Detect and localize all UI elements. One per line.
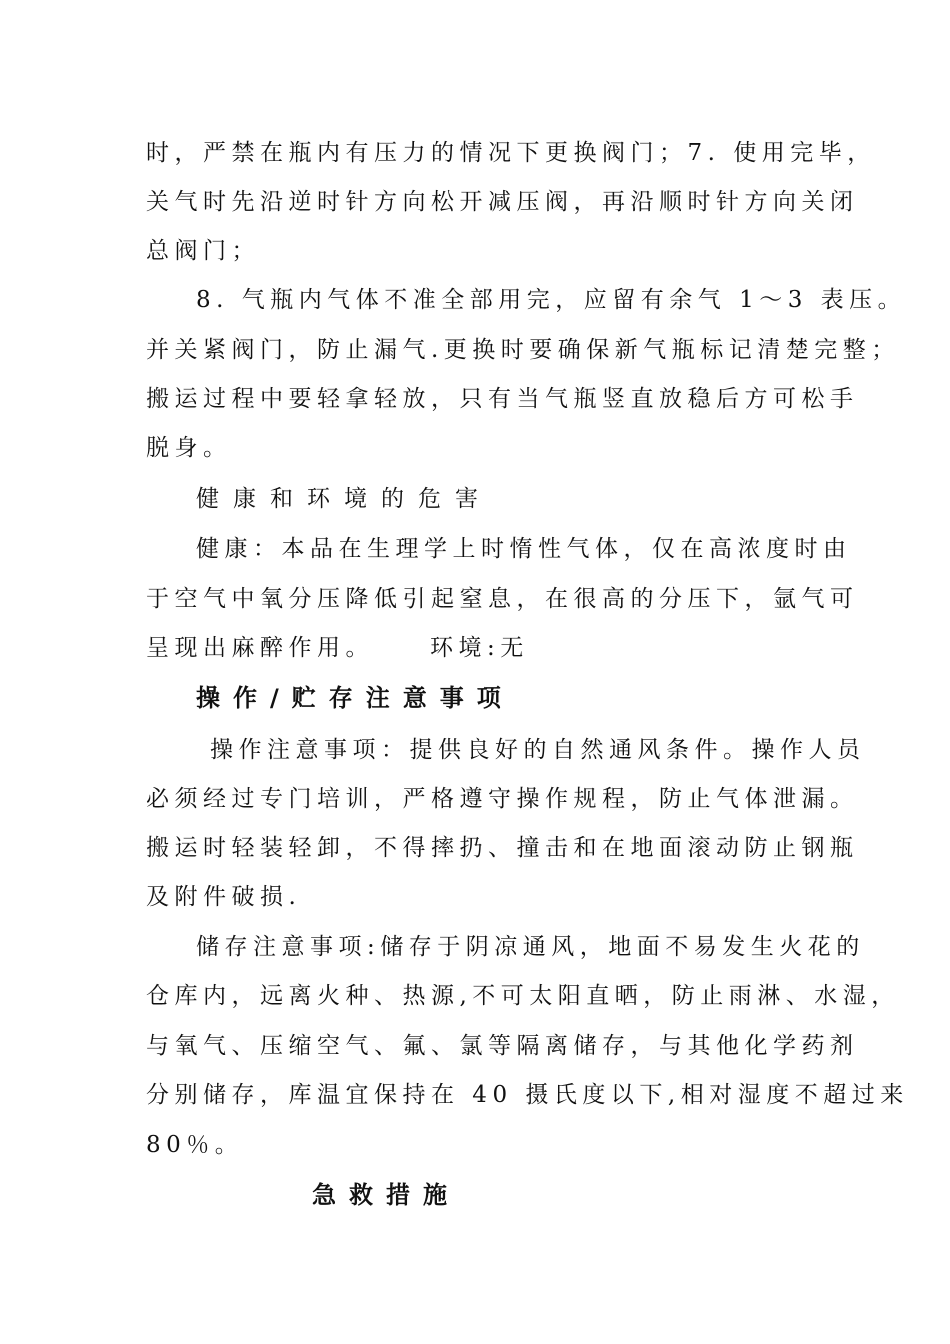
text-line: 仓库内，远离火种、热源,不可太阳直晒，防止雨淋、水湿， (146, 983, 900, 1009)
text-line: 80％。 (146, 1132, 244, 1158)
text-line: 操作注意事项：提供良好的自然通风条件。操作人员 (210, 737, 866, 763)
text-line: 关气时先沿逆时针方向松开减压阀，再沿顺时针方向关闭 (146, 189, 859, 215)
text-line: 分别储存，库温宜保持在 40 摄氏度以下,相对湿度不超过来 (146, 1082, 909, 1108)
text-line: 总阀门； (146, 238, 260, 264)
text-line: 时，严禁在瓶内有压力的情况下更换阀门；7. 使用完毕， (146, 140, 876, 166)
health-text-end: 呈现出麻醉作用。 (146, 635, 374, 661)
text-line: 搬运过程中要轻拿轻放，只有当气瓶竖直放稳后方可松手 (146, 386, 859, 412)
text-line: 于空气中氧分压降低引起窒息，在很高的分压下，氩气可 (146, 586, 859, 612)
text-line: 与氧气、压缩空气、氟、氯等隔离储存，与其他化学药剂 (146, 1033, 859, 1059)
text-line (146, 633, 529, 663)
text-line: 并关紧阀门，防止漏气.更换时要确保新气瓶标记清楚完整； (146, 337, 900, 363)
text-line: 搬运时轻装轻卸，不得摔扔、撞击和在地面滚动防止钢瓶 (146, 835, 859, 861)
text-line: 8. 气瓶内气体不准全部用完，应留有余气 1～3 表压。 (196, 287, 907, 313)
text-line: 健康：本品在生理学上时惰性气体，仅在高浓度时由 (196, 536, 852, 562)
text-line: 脱身。 (146, 435, 232, 461)
section-heading-first-aid: 急救措施 (312, 1181, 460, 1209)
text-line: 储存注意事项:储存于阴凉通风，地面不易发生火花的 (196, 934, 865, 960)
section-heading-operation-storage: 操作/贮存注意事项 (196, 684, 514, 712)
health-env-heading: 健康和环境的危害 (196, 486, 492, 512)
environment-text: 环境:无 (430, 635, 529, 661)
text-line: 及附件破损. (146, 884, 302, 910)
text-line: 必须经过专门培训，严格遵守操作规程，防止气体泄漏。 (146, 786, 859, 812)
